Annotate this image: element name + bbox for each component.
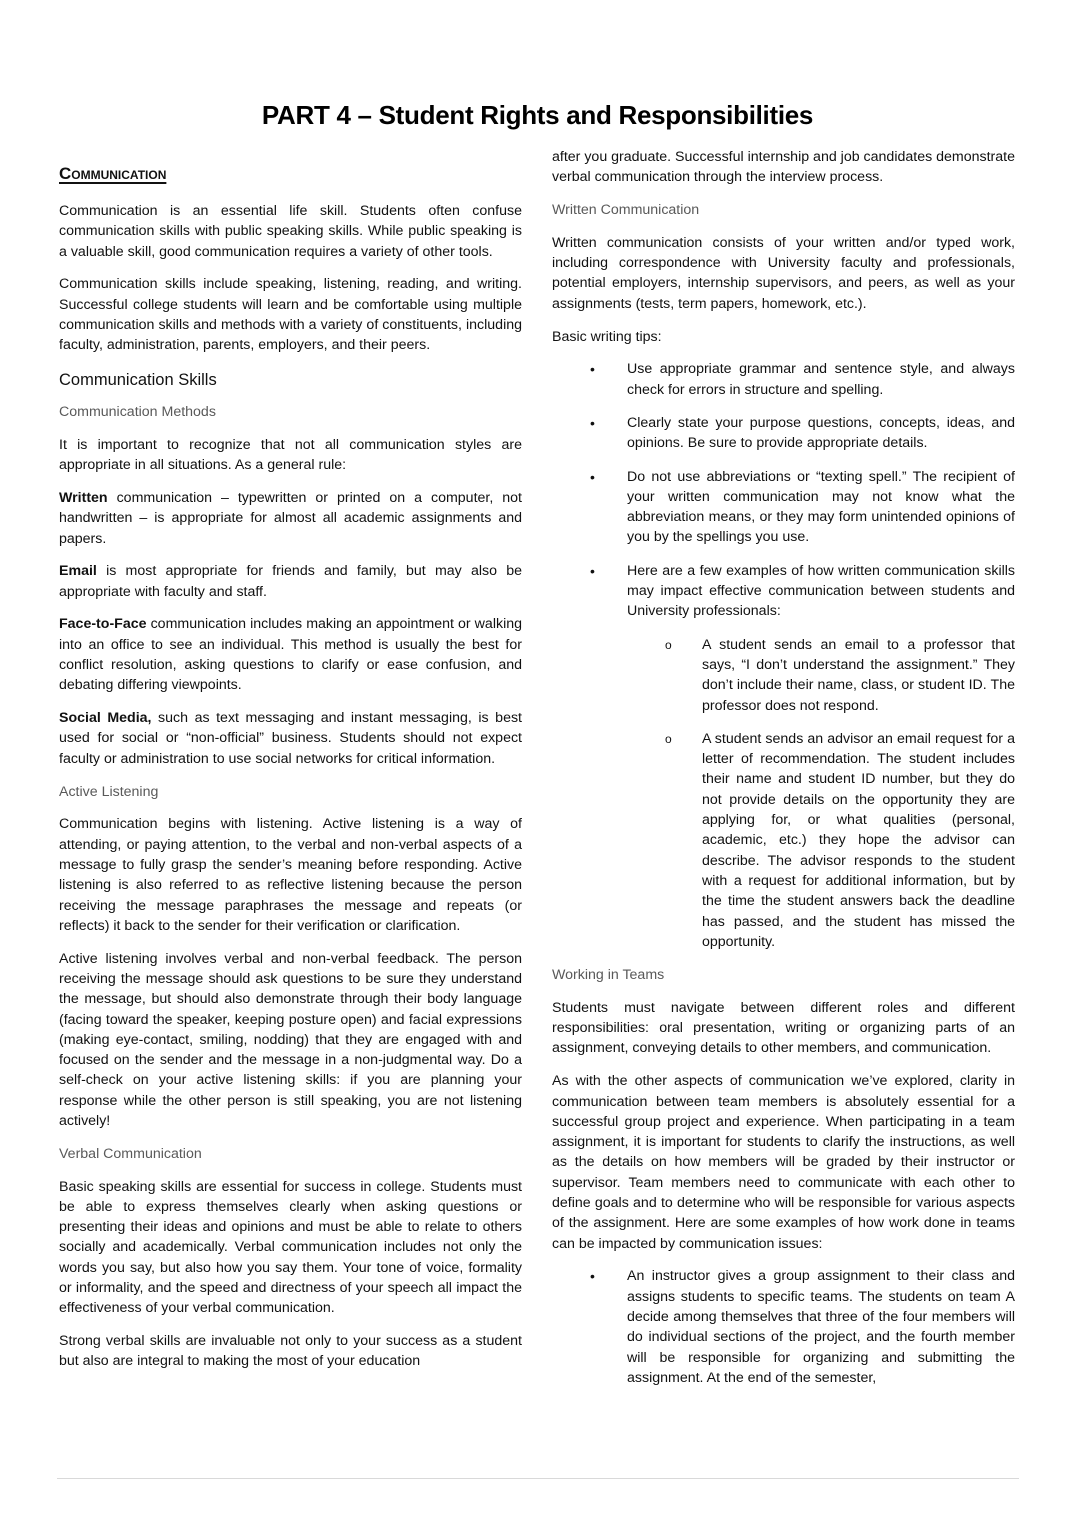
bullet-icon: • <box>590 361 595 378</box>
left-column <box>59 147 522 1384</box>
list-item <box>552 413 1015 454</box>
list-item-text: An instructor gives a group assignment to their class and assigns students to specific teams. The students on team A decide among themselves that three of the four members will do individual sections of the project, and the fourth member will be responsible for organizing and submitting the assignment. At the end of the semester, <box>627 1268 1015 1386</box>
heading-written-communication: Written Communication <box>552 202 700 219</box>
written-paragraph-1: Written communication consists of your written and/or typed work, including correspondence with University faculty and professionals, potential employers, internship supervisors, and peers, as well as your assignments (tests, term papers, homework, etc.). <box>552 234 1015 312</box>
writing-tips-list <box>552 359 1015 952</box>
hollow-bullet-icon: o <box>665 637 672 652</box>
list-item-text: Here are a few examples of how written communication skills may impact effective communication between students and University professionals: <box>627 562 1015 620</box>
list-item-text: Do not use abbreviations or “texting spell.” The recipient of your written communication may not know what the abbreviation means, or they may form unintended opinions of you by the spellings you use. <box>627 468 1015 546</box>
list-item-text: Clearly state your purpose questions, concepts, ideas, and opinions. Be sure to provide appropriate details. <box>627 414 1015 452</box>
list-item <box>552 359 1015 400</box>
method-face-to-face <box>59 614 522 695</box>
examples-sublist <box>627 635 1015 952</box>
bullet-icon: • <box>590 562 595 579</box>
sub-list-item <box>627 729 1015 952</box>
method-text: communication – typewritten or printed on a computer, not handwritten – is appropriate for almost all academic assignments and papers. <box>59 489 522 547</box>
tips-intro: Basic writing tips: <box>552 328 662 345</box>
bullet-icon: • <box>590 1268 595 1285</box>
page-title: PART 4 – Student Rights and Responsibilities <box>261 100 814 130</box>
list-item <box>552 467 1015 548</box>
method-social-media <box>59 708 522 769</box>
heading-working-in-teams: Working in Teams <box>552 967 665 984</box>
method-text: communication includes making an appointment or walking into an office to see an individual. This method is usually the best for conflict resolution, asking questions to clarify or ease confusion, and debating differing viewpoints. <box>59 616 522 694</box>
verbal-paragraph-1: Basic speaking skills are essential for success in college. Students must be able to express themselves clearly when asking questions or presenting their ideas and opinions and must be able to relate to others socially and academically. Verbal communication includes not only the words you say, but also how you say them. Your tone of voice, formality or informality, and the speed and directness of your speech all impact the effectiveness of your verbal communication. <box>59 1178 522 1317</box>
method-email <box>59 561 522 602</box>
method-written <box>59 488 522 549</box>
continued-paragraph: after you graduate. Successful internship and job candidates demonstrate verbal communication through the interview process. <box>552 149 1015 186</box>
sub-list-item-text: A student sends an advisor an email request for a letter of recommendation. The student includes their name and student ID number, but they do not provide details on the opportunity they are applying for, or what qualities (personal, academic, etc.) they hope the advisor can describe. The advisor responds to the student with a request for additional information, but by the time the student answers back the deadline has passed, and the student has missed the opportunity. <box>702 730 1015 950</box>
hollow-bullet-icon: o <box>665 731 672 746</box>
method-term: Email <box>59 563 97 580</box>
bullet-icon: • <box>590 414 595 431</box>
intro-paragraph-1: Communication is an essential life skill. Students often confuse communication skills with public speaking skills. While public speaking is a valuable skill, good communication requires a variety of other tools. <box>59 203 522 260</box>
method-term: Written <box>59 489 108 506</box>
list-item <box>552 1266 1015 1388</box>
list-item-text: Use appropriate grammar and sentence style, and always check for errors in structure and spelling. <box>627 361 1015 398</box>
heading-communication-skills: Communication Skills <box>59 371 217 390</box>
method-term: Face-to-Face <box>59 616 147 633</box>
heading-communication-methods: Communication Methods <box>59 404 216 421</box>
teams-paragraph-1: Students must navigate between different roles and different responsibilities: oral presentation, writing or organizing parts of an assignment, conveying details to other members, and communication. <box>552 999 1015 1057</box>
listening-paragraph-1: Communication begins with listening. Active listening is a way of attending, or paying attention, to the verbal and non-verbal aspects of a message to fully grasp the sender’s meaning before responding. Active listening is also referred to as reflective listening because the person receiving the message paraphrases the message and repeats (or reflects) it back to the sender for their verification or clarification. <box>59 816 522 934</box>
heading-active-listening: Active Listening <box>59 783 159 800</box>
method-term: Social Media, <box>59 710 152 727</box>
listening-paragraph-2: Active listening involves verbal and non-verbal feedback. The person receiving the message should ask questions to be sure they understand the message, but should also demonstrate through their body language (facing toward the speaker, keeping posture open) and facial expressions (making eye-contact, smiling, nodding) that they are engaged with and focused on the sender and the message in a non-judgmental way. Do a self-check on your active listening skills: if you are planning your response while the other person is still speaking, you are not listening actively! <box>59 950 522 1129</box>
sub-list-item-text: A student sends an email to a professor that says, “I don’t understand the assignment.” They don’t include their name, class, or student ID. The professor does not respond. <box>702 636 1015 714</box>
method-text: is most appropriate for friends and family, but may also be appropriate with faculty and staff. <box>59 563 522 600</box>
heading-verbal-communication: Verbal Communication <box>59 1145 202 1162</box>
sub-list-item <box>627 635 1015 716</box>
right-column <box>552 147 1015 1401</box>
verbal-paragraph-2: Strong verbal skills are invaluable not only to your success as a student but also are integral to making the most of your education <box>59 1333 522 1370</box>
team-examples-list <box>552 1266 1015 1388</box>
teams-paragraph-2: As with the other aspects of communication we’ve explored, clarity in communication between team members is absolutely essential for a successful group project and experience. When participating in a team assignment, it is important for students to clarify the instructions, as well as the details on how members will be graded by their instructor or supervisor. Team members need to communicate with each other to define goals and to determine who will be responsible for various aspects of the assignment. Here are some examples of how work done in teams can be impacted by communication issues: <box>552 1073 1015 1252</box>
section-heading-communication: Communication <box>59 164 167 183</box>
intro-paragraph-2: Communication skills include speaking, listening, reading, and writing. Successful college students will learn and be comfortable using multiple communication skills and methods with a variety of constituents, including faculty, administration, parents, employers, and their peers. <box>59 276 522 354</box>
list-item <box>552 561 1015 952</box>
method-text: such as text messaging and instant messaging, is best used for social or “non-official” business. Students should not expect faculty or administration to use social networks for critical information. <box>59 710 522 767</box>
footer-divider <box>57 1478 1019 1479</box>
methods-intro: It is important to recognize that not all communication styles are appropriate in all situations. As a general rule: <box>59 436 522 474</box>
bullet-icon: • <box>590 468 595 485</box>
